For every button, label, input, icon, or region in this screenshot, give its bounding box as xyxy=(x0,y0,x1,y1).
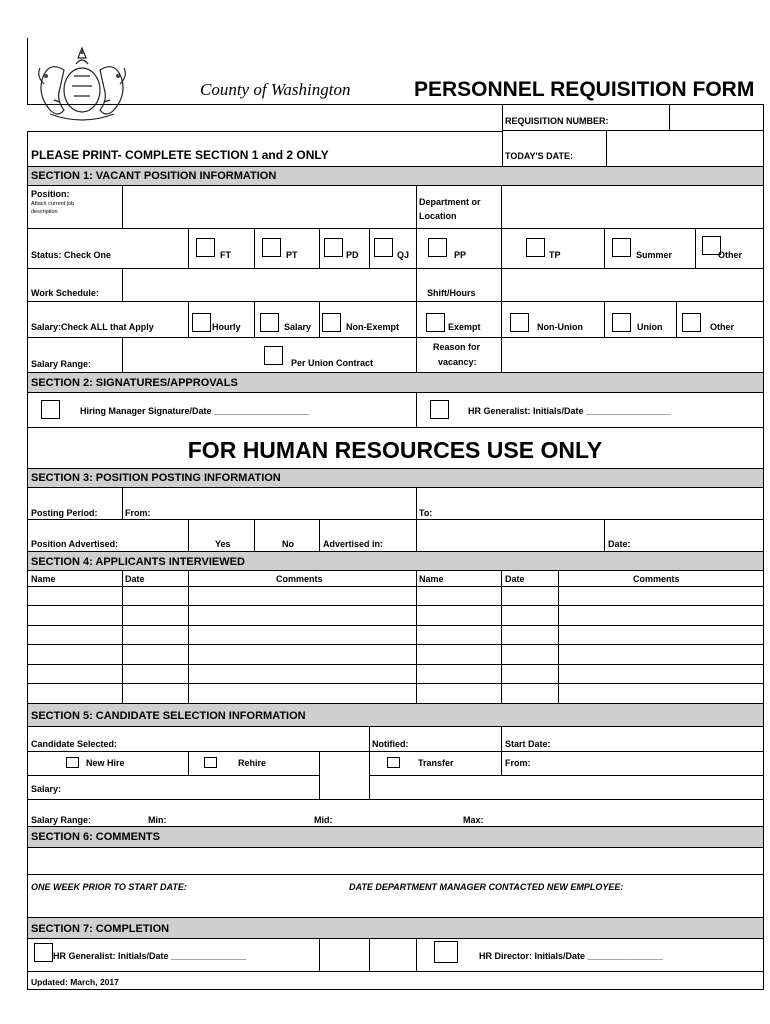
salary-label: Salary xyxy=(284,322,312,332)
please-print-instruction: PLEASE PRINT- COMPLETE SECTION 1 and 2 ONLY xyxy=(31,148,329,162)
notified-label: Notified: xyxy=(372,739,409,749)
exempt-checkbox[interactable] xyxy=(426,313,445,332)
non-union-checkbox[interactable] xyxy=(510,313,529,332)
position-advertised-label: Position Advertised: xyxy=(31,539,119,549)
applicant-comments-header: Comments xyxy=(276,574,323,584)
comments-field[interactable] xyxy=(28,848,764,874)
table-row[interactable] xyxy=(28,645,764,664)
pp-label: PP xyxy=(454,250,467,260)
hourly-checkbox[interactable] xyxy=(192,313,211,332)
section-2-title: SECTION 2: SIGNATURES/APPROVALS xyxy=(31,377,238,389)
tp-checkbox[interactable] xyxy=(526,238,545,257)
pt-checkbox[interactable] xyxy=(262,238,281,257)
other-salary-label: Other xyxy=(710,322,735,332)
section-6-title: SECTION 6: COMMENTS xyxy=(31,831,160,843)
salary-check-label: Salary:Check ALL that Apply xyxy=(31,322,154,332)
pd-label: PD xyxy=(346,250,359,260)
hiring-manager-checkbox[interactable] xyxy=(41,400,60,419)
rehire-checkbox[interactable] xyxy=(204,757,217,768)
work-schedule-field[interactable] xyxy=(123,269,416,301)
section-1-title: SECTION 1: VACANT POSITION INFORMATION xyxy=(31,170,277,182)
union-label: Union xyxy=(637,322,663,332)
hiring-manager-signature: Hiring Manager Signature/Date ___________________ xyxy=(80,406,310,416)
table-row[interactable] xyxy=(28,684,764,703)
position-note-2: description xyxy=(31,209,58,215)
salary-label-s5: Salary: xyxy=(31,784,62,794)
work-schedule-label: Work Schedule: xyxy=(31,288,99,298)
ft-label: FT xyxy=(220,250,231,260)
position-label: Position: xyxy=(31,189,70,199)
qj-checkbox[interactable] xyxy=(374,238,393,257)
one-week-prior-label: ONE WEEK PRIOR TO START DATE: xyxy=(31,882,187,892)
union-checkbox[interactable] xyxy=(612,313,631,332)
transfer-checkbox[interactable] xyxy=(387,757,400,768)
requisition-number-label: REQUISITION NUMBER: xyxy=(505,116,609,126)
non-union-label: Non-Union xyxy=(537,322,583,332)
hr-use-only-heading: FOR HUMAN RESOURCES USE ONLY xyxy=(187,437,603,463)
hr-generalist-initials: HR Generalist: Initials/Date _________________ xyxy=(468,406,672,416)
position-note-1: Attach current job xyxy=(31,201,75,207)
hr-director-checkbox[interactable] xyxy=(434,941,458,963)
department-label-1: Department or xyxy=(419,197,481,207)
transfer-from-label: From: xyxy=(505,758,531,768)
tp-label: TP xyxy=(549,250,561,260)
advertised-date-label: Date: xyxy=(608,539,631,549)
hr-generalist-completion: HR Generalist: Initials/Date _______________ xyxy=(53,951,247,961)
other-salary-checkbox[interactable] xyxy=(682,313,701,332)
section-7-title: SECTION 7: COMPLETION xyxy=(31,923,170,935)
salary-range-label-s5: Salary Range: xyxy=(31,815,92,825)
new-hire-label: New Hire xyxy=(86,758,125,768)
table-row[interactable] xyxy=(28,587,764,605)
reason-vacancy-label-2: vacancy: xyxy=(438,357,477,367)
status-label: Status: Check One xyxy=(31,250,112,260)
per-union-contract-checkbox[interactable] xyxy=(264,346,283,365)
county-name: County of Washington xyxy=(200,80,351,99)
todays-date-label: TODAY'S DATE: xyxy=(505,151,573,161)
hourly-label: Hourly xyxy=(212,322,241,332)
transfer-label: Transfer xyxy=(418,758,454,768)
manager-contacted-label: DATE DEPARTMENT MANAGER CONTACTED NEW EMPLOYEE: xyxy=(349,882,624,892)
shift-hours-label: Shift/Hours xyxy=(427,288,476,298)
table-row[interactable] xyxy=(28,665,764,683)
posting-period-label: Posting Period: xyxy=(31,508,98,518)
department-label-2: Location xyxy=(419,211,457,221)
pd-checkbox[interactable] xyxy=(324,238,343,257)
updated-footer: Updated: March, 2017 xyxy=(31,977,119,987)
start-date-label: Start Date: xyxy=(505,739,551,749)
hr-generalist-completion-checkbox[interactable] xyxy=(34,943,53,962)
salary-mid-label: Mid: xyxy=(314,815,333,825)
position-field[interactable] xyxy=(123,186,416,228)
summer-checkbox[interactable] xyxy=(612,238,631,257)
posting-to-label: To: xyxy=(419,508,433,518)
exempt-label: Exempt xyxy=(448,322,481,332)
candidate-selected-label: Candidate Selected: xyxy=(31,739,118,749)
salary-max-label: Max: xyxy=(463,815,484,825)
department-field[interactable] xyxy=(502,186,764,228)
salary-range-label: Salary Range: xyxy=(31,359,92,369)
applicant-comments-header-2: Comments xyxy=(633,574,680,584)
other-status-label: Other xyxy=(718,250,743,260)
applicant-name-header: Name xyxy=(31,574,56,584)
hr-director-completion: HR Director: Initials/Date _______________ xyxy=(479,951,663,961)
requisition-number-field[interactable] xyxy=(670,106,763,130)
reason-vacancy-field[interactable] xyxy=(502,338,764,372)
advertised-yes[interactable]: Yes xyxy=(215,539,231,549)
pt-label: PT xyxy=(286,250,298,260)
non-exempt-checkbox[interactable] xyxy=(322,313,341,332)
section-5-title: SECTION 5: CANDIDATE SELECTION INFORMATION xyxy=(31,710,306,722)
todays-date-field[interactable] xyxy=(607,132,763,166)
pp-checkbox[interactable] xyxy=(428,238,447,257)
applicant-date-header-2: Date xyxy=(505,574,525,584)
shift-hours-field[interactable] xyxy=(502,269,764,301)
non-exempt-label: Non-Exempt xyxy=(346,322,400,332)
salary-checkbox[interactable] xyxy=(260,313,279,332)
advertised-in-label: Advertised in: xyxy=(323,539,384,549)
county-seal-icon xyxy=(30,40,134,126)
section-3-title: SECTION 3: POSITION POSTING INFORMATION xyxy=(31,472,281,484)
posting-from-label: From: xyxy=(125,508,151,518)
table-row[interactable] xyxy=(28,606,764,625)
hr-generalist-checkbox[interactable] xyxy=(430,400,449,419)
form-title: PERSONNEL REQUISITION FORM xyxy=(414,78,755,101)
summer-label: Summer xyxy=(636,250,673,260)
ft-checkbox[interactable] xyxy=(196,238,215,257)
new-hire-checkbox[interactable] xyxy=(66,757,79,768)
section-4-title: SECTION 4: APPLICANTS INTERVIEWED xyxy=(31,556,245,568)
qj-label: QJ xyxy=(397,250,410,260)
advertised-no[interactable]: No xyxy=(282,539,294,549)
reason-vacancy-label-1: Reason for xyxy=(433,342,481,352)
salary-min-label: Min: xyxy=(148,815,167,825)
rehire-label: Rehire xyxy=(238,758,267,768)
table-row[interactable] xyxy=(28,626,764,644)
per-union-contract-label: Per Union Contract xyxy=(291,358,374,368)
applicant-date-header: Date xyxy=(125,574,145,584)
applicant-name-header-2: Name xyxy=(419,574,444,584)
